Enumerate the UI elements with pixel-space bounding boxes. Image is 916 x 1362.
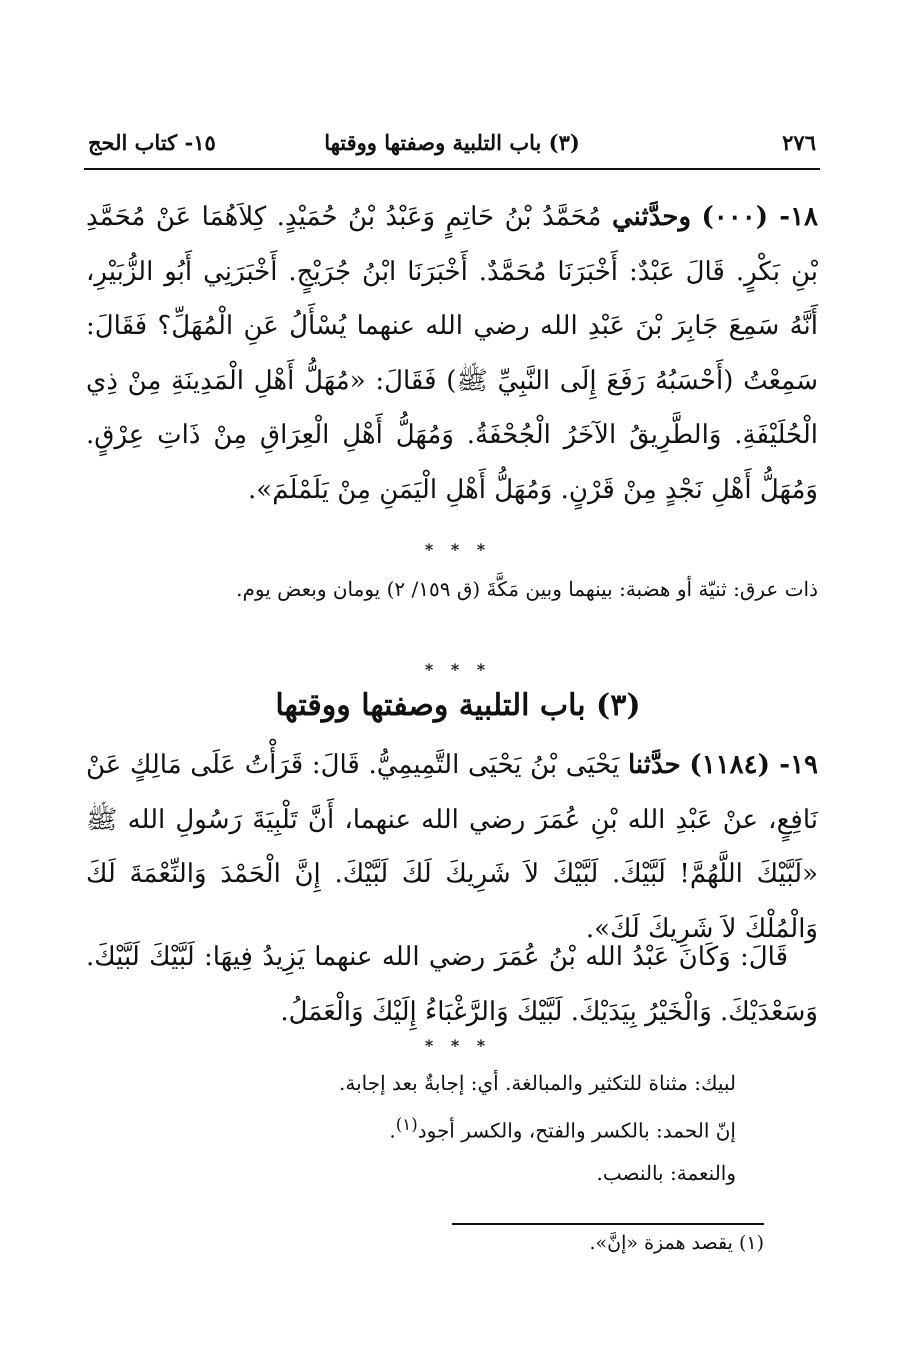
note-18-term: ذات عرق:	[733, 577, 818, 601]
header-rule	[84, 168, 820, 170]
gloss-term: والنعمة:	[669, 1160, 736, 1185]
hadith-18	[86, 190, 818, 517]
note-18-text: ثنيّة أو هضبة: بينهما وبين مَكَّةَ (ق ١٥٩/ ٢) يومان وبعض يوم.	[236, 577, 727, 601]
note-18	[86, 566, 818, 612]
gloss-text: مثناة للتكثير والمبالغة. أي: إجابةٌ بعد إجابة.	[339, 1071, 688, 1095]
gloss-text: بالنصب.	[596, 1160, 664, 1185]
separator: * * *	[424, 1036, 492, 1055]
gloss-item	[120, 1152, 736, 1194]
hadith-19-number: ١٩- (١١٨٤)	[689, 750, 819, 780]
chapter-title: (٣) باب التلبية وصفتها ووقتها	[324, 130, 580, 155]
running-header	[88, 126, 816, 166]
hadith-19-continuation: قَالَ: وَكَانَ عَبْدُ الله بْنُ عُمَرَ رضي الله عنهما يَزِيدُ فِيهَا: لَبَّيْكَ لَبَّيْكَ. وَسَعْدَيْكَ. وَالْخَيْرُ بِيَدَيْكَ. لَبَّيْكَ وَالرَّغْبَاءُ إِلَيْكَ وَالْعَمَلُ.	[86, 942, 818, 1027]
gloss-end: .	[389, 1118, 396, 1143]
footnote-rule	[452, 1223, 764, 1225]
gloss-term: لبيك:	[694, 1071, 736, 1095]
footnote: (١) يقصد همزة «إنَّ».	[589, 1232, 764, 1254]
separator: * * *	[424, 540, 492, 559]
footnote-ref: (١)	[395, 1115, 418, 1134]
gloss-item	[120, 1062, 736, 1104]
hadith-19-text: يَحْيَى بْنُ يَحْيَى التَّمِيمِيُّ. قَالَ: قَرَأْتُ عَلَى مَالِكٍ عَنْ نَافِعٍ، عنْ عَبْدِ الله بْنِ عُمَرَ رضي الله عنهما، أَنَّ تَلْبِيَةَ رَسُولِ الله ﷺ «لَبَّيْكَ اللَّهُمَّ! لَبَّيْكَ. لَبَّيْكَ لاَ شَرِيكَ لَكَ لَبَّيْكَ. إِنَّ الْحَمْدَ وَالنِّعْمَةَ لَكَ وَالْمُلْكَ لاَ شَرِيكَ لَكَ».	[86, 750, 818, 944]
separator: * * *	[424, 660, 492, 679]
hadith-18-lead: وحدَّثني	[611, 202, 691, 232]
hadith-19	[86, 738, 818, 956]
gloss-term: إنّ الحمد:	[656, 1118, 736, 1143]
section-title: (٣) باب التلبية وصفتها ووقتها	[275, 688, 641, 723]
glosses	[120, 1062, 736, 1194]
hadith-18-number: ١٨- (٠٠٠)	[701, 202, 818, 232]
hadith-18-text: مُحَمَّدُ بْنُ حَاتِمٍ وَعَبْدُ بْنُ حُمَيْدٍ. كِلاَهُمَا عَنْ مُحَمَّدِ بْنِ بَكْرٍ. قَالَ عَبْدٌ: أَخْبَرَنَا مُحَمَّدٌ. أَخْبَرَنَا ابْنُ جُرَيْجٍ. أَخْبَرَنِي أَبُو الزُّبَيْرِ، أَنَّهُ سَمِعَ جَابِرَ بْنَ عَبْدِ الله رضي الله عنهما يُسْأَلُ عَنِ الْمُهَلِّ؟ فَقَالَ: سَمِعْتُ (أَحْسَبُهُ رَفَعَ إِلَى النَّبِيِّ ﷺ) فَقَالَ: «مُهَلُّ أَهْلِ الْمَدِينَةِ مِنْ ذِي الْحُلَيْفَةِ. وَالطَّرِيقُ الآخَرُ الْجُحْفَةُ. وَمُهَلُّ أَهْلِ الْعِرَاقِ مِنْ ذَاتِ عِرْقٍ. وَمُهَلُّ أَهْلِ نَجْدٍ مِنْ قَرْنٍ. وَمُهَلُّ أَهْلِ الْيَمَنِ مِنْ يَلَمْلَمَ».	[86, 202, 818, 505]
book-title: ١٥- كتاب الحج	[88, 130, 216, 155]
hadith-19-lead: حدَّثنا	[628, 750, 681, 780]
gloss-text: بالكسر والفتح، والكسر أجود	[417, 1118, 650, 1143]
gloss-item	[120, 1104, 736, 1152]
page-number: ٢٧٦	[782, 130, 816, 155]
